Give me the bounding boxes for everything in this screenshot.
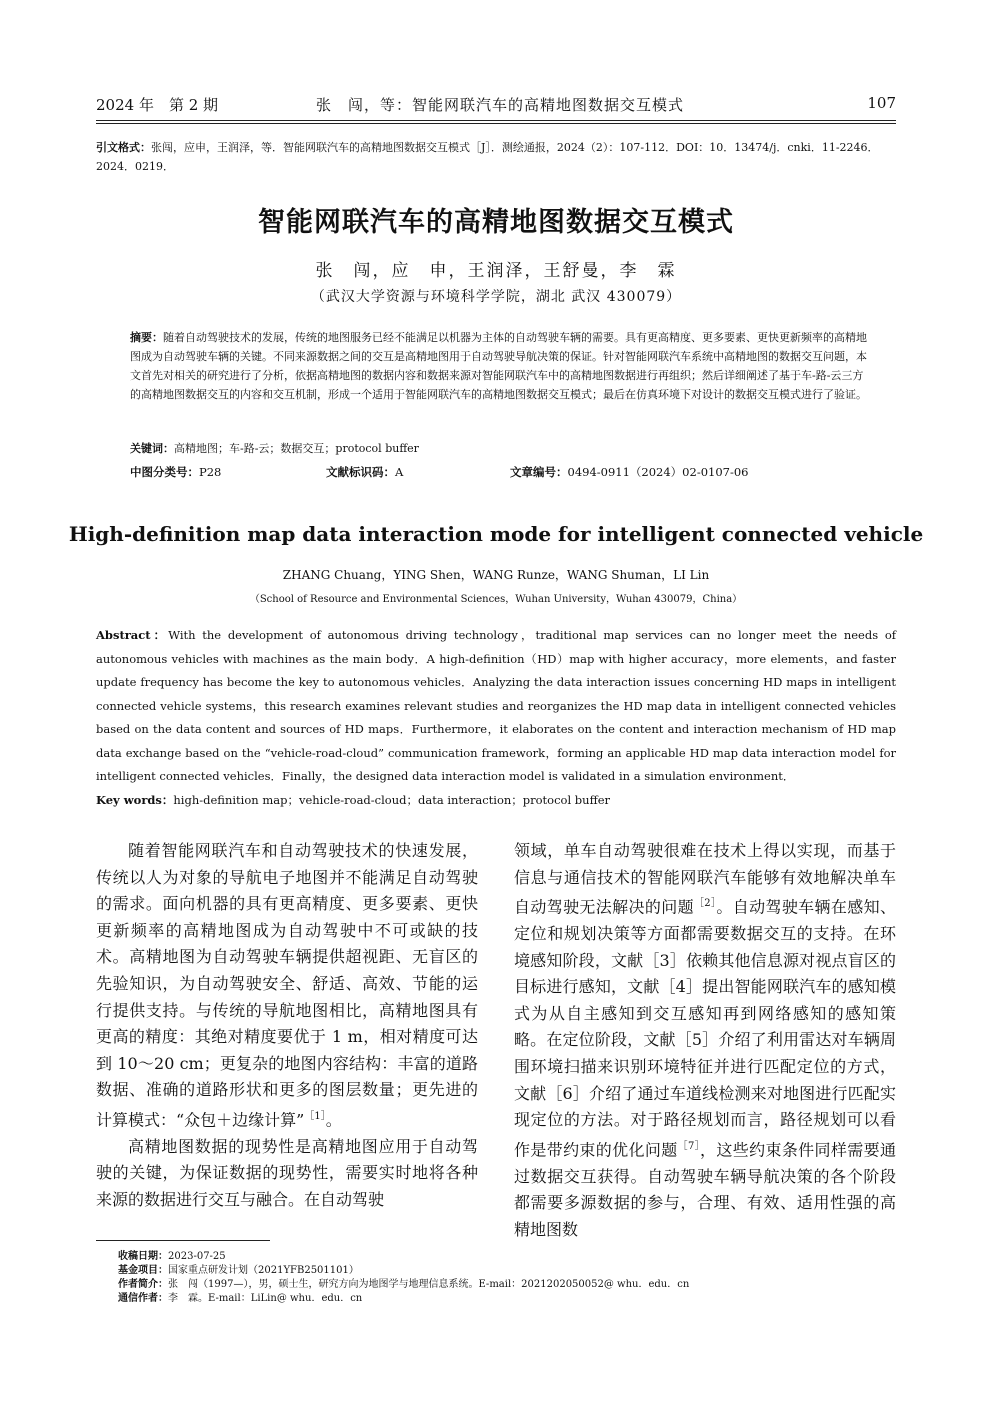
received-value: 2023-07-25 [168,1251,226,1262]
running-header [96,94,896,118]
fund-project [118,1264,878,1278]
body-paragraph [96,838,478,1134]
corresponding-author [118,1292,878,1306]
running-title: 张 闯，等：智能网联汽车的高精地图数据交互模式 [316,96,685,114]
paper-title-en: High-definition map data interaction mode for intelligent connected vehicle [68,522,924,546]
abstract-en-label: Abstract： [96,628,169,642]
citation [96,138,896,176]
body-text: 随着智能网联汽车和自动驾驶技术的快速发展，传统以人为对象的导航电子地图并不能满足自动驾驶的需求。面向机器的具有更高精度、更多要素、更快更新频率的高精地图成为自动驾驶中不可或缺的技术。高精地图为自动驾驶车辆提供超视距、无盲区的先验知识，为自动驾驶安全、舒适、高效、节能的运行提供支持。与传统的导航地图相比，高精地图具有更高的精度：其绝对精度要优于 1 m，相对精度可达到 10～20 cm；更复杂的地图内容结构：丰富的道路数据、准确的道路形状和更多的图层数量；更先进的计算模式：“众包＋边缘计算” [96,841,478,1130]
header-rule-thin [96,123,896,124]
article-number [510,464,749,480]
body-paragraph [514,838,896,1244]
keywords-cn [130,440,870,456]
document-code [326,464,403,480]
author-bio [118,1278,878,1292]
body-text: 领域，单车自动驾驶很难在技术上得以实现，而基于信息与通信技术的智能网联汽车能够有效地解决单车自动驾驶无法解决的问题 [514,841,896,917]
received-label: 收稿日期： [118,1251,168,1262]
author-bio-value: 张 闯（1997—），男，硕士生，研究方向为地图学与地理信息系统。E-mail：2021202050052@ whu．edu．cn [168,1279,690,1290]
article-number-label: 文章编号： [510,465,568,479]
citation-text: 张闯，应申，王润泽，等．智能网联汽车的高精地图数据交互模式［J］．测绘通报，2024（2）：107-112．DOI：10．13474/j．cnki．11-2246．2024．0219． [96,141,879,173]
keywords-en-label: Key words： [96,793,174,807]
corresponding-author-label: 通信作者： [118,1293,168,1304]
body-paragraph [96,1134,478,1214]
author-bio-label: 作者简介： [118,1279,168,1290]
abstract-cn [130,328,870,404]
abstract-en [96,624,896,789]
body-text: 。 [325,1110,342,1130]
footnotes [118,1250,878,1306]
body-text: 高精地图数据的现势性是高精地图应用于自动驾驶的关键，为保证数据的现势性，需要实时地将各种来源的数据进行交互与融合。在自动驾驶 [96,1136,478,1210]
citation-ref: ［7］ [677,1140,701,1152]
keywords-cn-label: 关键词： [130,442,174,455]
affiliation-cn: （武汉大学资源与环境科学学院，湖北 武汉 430079） [310,289,682,305]
abstract-cn-text: 随着自动驾驶技术的发展，传统的地图服务已经不能满足以机器为主体的自动驾驶车辆的需要。具有更高精度、更多要素、更快更新频率的高精地图成为自动驾驶车辆的关键。不同来源数据之间的交互是高精地图用于自动驾驶导航决策的保证。针对智能网联汽车系统中高精地图的数据交互问题，本文首先对相关的研究进行了分析，依据高精地图的数据内容和数据来源对智能网联汽车中的高精地图数据进行再组织；然后详细阐述了基于车-路-云三方的高精地图数据交互的内容和交互机制，形成一个适用于智能网联汽车的高精地图数据交互模式；最后在仿真环境下对设计的数据交互模式进行了验证。 [130,331,867,401]
authors-cn: 张 闯，应 申，王润泽，王舒曼，李 霖 [315,261,677,281]
body-column-left [96,838,478,1214]
authors-en: ZHANG Chuang，YING Shen，WANG Runze，WANG Shuman，LI Lin [282,568,710,582]
affiliation-en: （School of Resource and Environmental Sciences，Wuhan University，Wuhan 430079，China） [249,594,743,605]
body-column-right [514,838,896,1244]
doc-code-label: 文献标识码： [326,465,395,479]
corresponding-author-value: 李 霖。E-mail：LiLin@ whu．edu．cn [168,1293,363,1304]
clc-number [130,464,221,480]
citation-label: 引文格式： [96,141,151,154]
footnote-rule [96,1240,270,1241]
header-rule [96,120,896,121]
fund-label: 基金项目： [118,1265,168,1276]
keywords-en-text: high-definition map；vehicle-road-cloud；data interaction；protocol buffer [173,793,611,807]
abstract-en-text: With the development of autonomous driving technology，traditional map services can no longer meet the needs of autonomous vehicles with machines as the main body．A high-definition（HD）map with higher accuracy，more elements，and faster update frequency has become the key to autonomous vehicles．Analyzing the data interaction issues concerning HD maps in intelligent connected vehicle systems，this research examines relevant studies and reorganizes the HD map data in intelligent connected vehicles based on the data content and sources of HD maps．Furthermore，it elaborates on the content and interaction mechanism of HD map data exchange based on the “vehicle-road-cloud” communication framework，forming an applicable HD map data interaction model for intelligent connected vehicles．Finally，the designed data interaction model is validated in a simulation environment． [96,628,897,783]
page-number: 107 [867,94,896,112]
received-date [118,1250,878,1264]
doc-code-value: A [395,465,404,479]
clc-value: P28 [199,465,222,479]
citation-ref: ［1］ [304,1110,326,1122]
issue-label: 2024 年 第 2 期 [96,96,219,114]
paper-title-cn: 智能网联汽车的高精地图数据交互模式 [258,207,734,238]
citation-ref: ［2］ [693,898,717,910]
keywords-en [96,792,896,808]
body-text: 。自动驾驶车辆在感知、定位和规划决策等方面都需要数据交互的支持。在环境感知阶段，文献［3］依赖其他信息源对视点盲区的目标进行感知，文献［4］提出智能网联汽车的感知模式为从自主感知到交互感知再到网络感知的感知策略。在定位阶段，文献［5］介绍了利用雷达对车辆周围环境扫描来识别环境特征并进行匹配定位的方式，文献［6］介绍了通过车道线检测来对地图进行匹配实现定位的方法。对于路径规划而言，路径规划可以看作是带约束的优化问题 [514,897,896,1160]
body-text: ，这些约束条件同样需要通过数据交互获得。自动驾驶车辆导航决策的各个阶段都需要多源数据的参与，合理、有效、适用性强的高精地图数 [514,1140,896,1239]
fund-value: 国家重点研发计划（2021YFB2501101） [168,1265,359,1276]
article-number-value: 0494-0911（2024）02-0107-06 [567,465,749,479]
clc-label: 中图分类号： [130,465,199,479]
abstract-cn-label: 摘要： [130,331,163,344]
keywords-cn-text: 高精地图；车-路-云；数据交互；protocol buffer [174,442,419,455]
